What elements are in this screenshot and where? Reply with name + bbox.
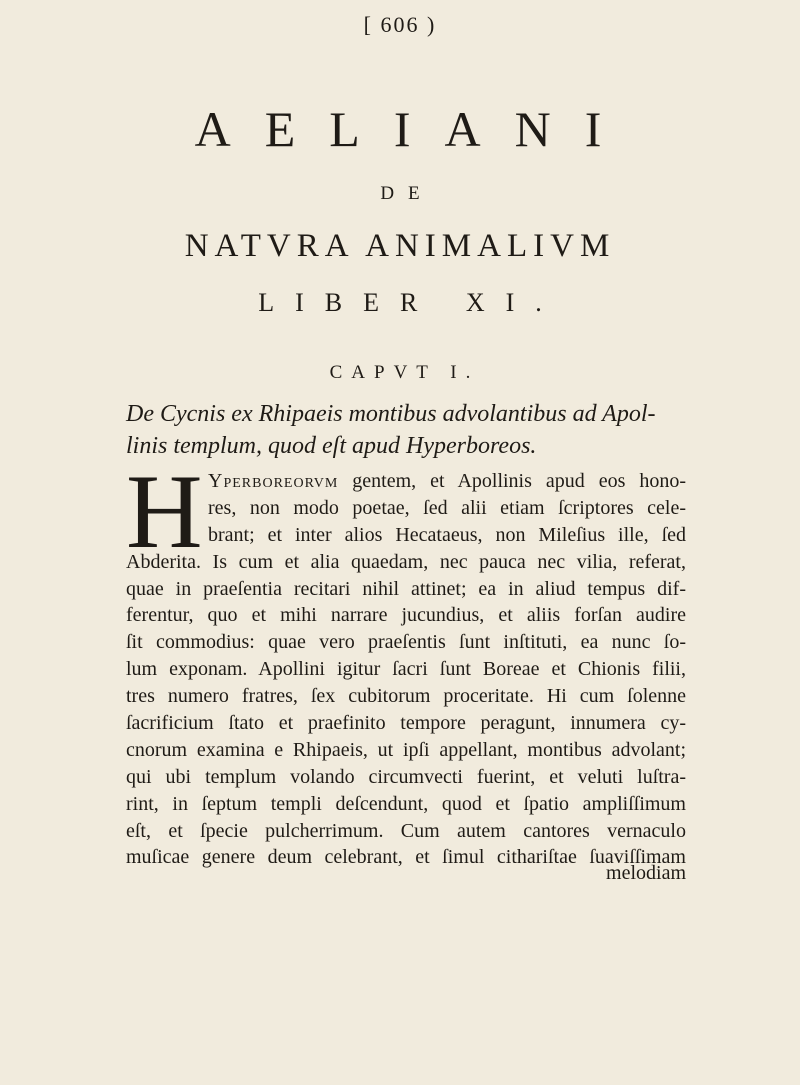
- text-line: qui ubi templum volando circumvecti fuerint, et veluti luſtra-: [126, 765, 686, 788]
- text-line: ſit commodius: quae vero praeſentis ſunt inſtituti, ea nunc ſo-: [126, 631, 686, 654]
- text-line: eſt, et ſpecie pulcherrimum. Cum autem cantores vernaculo: [126, 819, 686, 842]
- chapter-title: [126, 398, 686, 462]
- text-line: muſicae genere deum celebrant, et ſimul cithariſtae ſuaviſſimam: [126, 846, 686, 869]
- catchword: melodiam: [606, 862, 686, 884]
- first-word: Yperboreorvm: [208, 470, 339, 492]
- text-line: Abderita. Is cum et alia quaedam, nec pauca nec vilia, referat,: [126, 550, 686, 573]
- author-heading: AELIANI: [194, 101, 636, 157]
- text-line: ferentur, quo et mihi narrare jucundius, et aliis forſan audire: [126, 604, 686, 627]
- text-line: [126, 468, 686, 495]
- body-text: [126, 453, 686, 871]
- work-title: NATVRA ANIMALIVM: [184, 228, 616, 264]
- text-line: lum exponam. Apollini igitur ſacri ſunt Boreae et Chionis filii,: [126, 658, 686, 681]
- text-line: ſacrificium ſtato et praefinito tempore peragunt, innumera cy-: [126, 712, 686, 735]
- chapter-heading: CAPVT I.: [329, 362, 480, 383]
- chapter-title-line: linis templum, quod eſt apud Hyperboreos.: [126, 433, 537, 459]
- text-line: res, non modo poetae, ſed alii etiam ſcriptores cele-: [208, 496, 686, 519]
- chapter-title-line: De Cycnis ex Rhipaeis montibus advolantibus ad Apol-: [126, 401, 656, 427]
- text-line: quae in praeſentia recitari nihil attinet; ea in aliud tempus dif-: [126, 577, 686, 600]
- text-line: brant; et inter alios Hecataeus, non Mileſius ille, ſed: [208, 523, 686, 546]
- text-line: tres numero fratres, ſex cubitorum proceritate. Hi cum ſolenne: [126, 685, 686, 708]
- text-line: rint, in ſeptum templi deſcendunt, quod et ſpatio ampliſſimum: [126, 792, 686, 815]
- book-heading: LIBER XI.: [258, 288, 563, 317]
- page-number: [ 606 ): [363, 12, 437, 37]
- first-line-rest: gentem, et Apollinis apud eos hono-: [338, 470, 686, 492]
- de-heading: DE: [380, 183, 434, 204]
- drop-cap: H: [126, 453, 203, 570]
- text-line: cnorum examina e Rhipaeis, ut ipſi appellant, montibus advolant;: [126, 738, 686, 761]
